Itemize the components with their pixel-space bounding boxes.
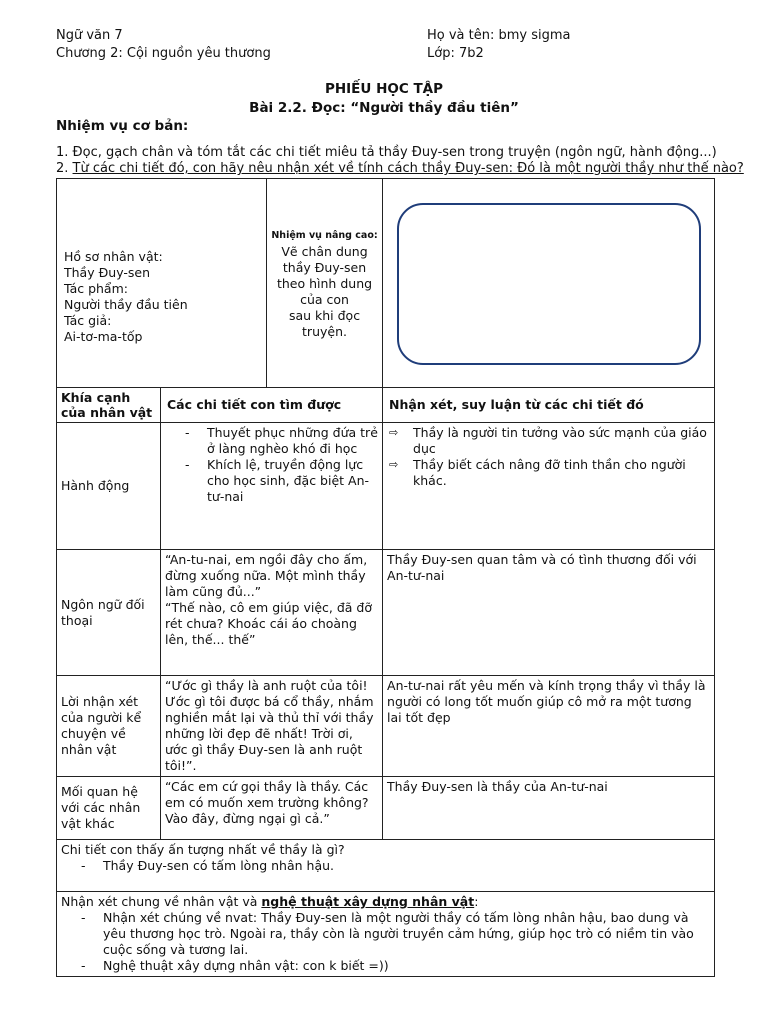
dialogue-comment: Thầy Đuy-sen quan tâm và có tình thương đối với An-tư-nai: [383, 550, 715, 676]
task-list: [56, 145, 744, 177]
impression-cell: [57, 840, 715, 892]
action-comment-2: ⇨ Thầy biết cách nâng đỡ tinh thần cho người khác.: [389, 457, 710, 489]
profile-heading: Hồ sơ nhân vật:: [64, 249, 163, 264]
portrait-frame[interactable]: [397, 203, 701, 365]
action-detail-2: - Khích lệ, truyền động lực cho học sinh, đặc biệt An-tư-nai: [185, 457, 378, 505]
worksheet-table: [56, 178, 715, 977]
dialogue-details: [161, 550, 383, 676]
general-answer-2: - Nghệ thuật xây dựng nhân vật: con k biết =)): [81, 958, 710, 974]
general-cell: [57, 892, 715, 977]
profile-work-label: Tác phẩm:: [64, 281, 128, 296]
action-comments: [383, 423, 715, 550]
task-2: [56, 161, 744, 177]
narrator-detail: “Ước gì thầy là anh ruột của tôi! Ước gì tôi được bá cổ thầy, nhắm nghiền mắt lại và thủ thỉ với thầy những lời đẹp đẽ nhất! Trời ơi, ước gì thầy Đuy-sen là anh ruột tôi!”.: [161, 676, 383, 777]
general-heading-underlined: nghệ thuật xây dựng nhân vật: [261, 894, 475, 909]
profile-author: Ai-tơ-ma-tốp: [64, 329, 143, 344]
advanced-line-4: của con: [300, 292, 349, 307]
general-row: [57, 892, 715, 977]
general-heading-prefix: Nhận xét chung về nhân vật và: [61, 894, 262, 909]
advanced-line-2: thầy Đuy-sen: [282, 260, 367, 275]
action-comment-1: ⇨ Thầy là người tin tưởng vào sức mạnh của giáo dục: [389, 425, 710, 457]
title-line-2: Bài 2.2. Đọc: “Người thầy đầu tiên”: [249, 100, 519, 116]
profile-character: Thầy Đuy-sen: [64, 265, 151, 280]
subject-label: Ngữ văn 7: [56, 28, 123, 43]
impression-answer: - Thầy Đuy-sen có tấm lòng nhân hậu.: [81, 858, 710, 874]
relation-comment: Thầy Đuy-sen là thầy của An-tư-nai: [383, 777, 715, 840]
column-header-row: [57, 388, 715, 423]
general-answer-1: - Nhận xét chúng về nvat: Thầy Đuy-sen là một người thầy có tấm lòng nhân hậu, bao dung và yêu thương học trò. Ngoài ra, thầy còn là người truyền cảm hứng, giúp học trò có niềm tin vào cuộc sống và tương lai.: [81, 910, 710, 958]
impression-question: Chi tiết con thấy ấn tượng nhất về thầy là gì?: [61, 842, 345, 857]
task-2-number: 2.: [56, 161, 73, 176]
table-row: [57, 777, 715, 840]
character-profile: [57, 179, 267, 388]
profile-row: [57, 179, 715, 388]
dialogue-detail-1: “An-tu-nai, em ngồi đây cho ấm, đừng xuống nữa. Một mình thầy làm cũng đủ...”: [165, 552, 368, 599]
general-heading: [61, 894, 710, 910]
col-aspect-header: Khía cạnh của nhân vật: [57, 388, 161, 423]
student-class: Lớp: 7b2: [427, 46, 484, 61]
table-row: [57, 676, 715, 777]
relation-detail: “Các em cứ gọi thầy là thầy. Các em có muốn xem trường không? Vào đây, đừng ngại gì cả.”: [161, 777, 383, 840]
action-detail-1: - Thuyết phục những đứa trẻ ở làng nghèo khó đi học: [185, 425, 378, 457]
portrait-cell: [383, 179, 715, 388]
basic-task-heading: Nhiệm vụ cơ bản:: [56, 118, 189, 134]
worksheet-title: [0, 80, 768, 118]
advanced-line-1: Vẽ chân dung: [281, 244, 368, 259]
task-2-text: Từ các chi tiết đó, con hãy nêu nhận xét về tính cách thầy Đuy-sen: Đó là một người thầy như thế nào?: [72, 161, 744, 176]
header-right: [427, 27, 571, 63]
row-label-dialogue: Ngôn ngữ đối thoại: [57, 550, 161, 676]
advanced-task: [267, 179, 383, 388]
general-heading-suffix: :: [474, 894, 479, 909]
chapter-label: Chương 2: Cội nguồn yêu thương: [56, 46, 271, 61]
col-details-header: Các chi tiết con tìm được: [161, 388, 383, 423]
col-comments-header: Nhận xét, suy luận từ các chi tiết đó: [383, 388, 715, 423]
advanced-line-3: theo hình dung: [276, 276, 373, 291]
narrator-comment: An-tư-nai rất yêu mến và kính trọng thầy vì thầy là người có long tốt muốn giúp cô mở ra một tương lai tốt đẹp: [383, 676, 715, 777]
profile-author-label: Tác giả:: [64, 313, 112, 328]
table-row: [57, 423, 715, 550]
row-label-action: Hành động: [57, 423, 161, 550]
action-details: [161, 423, 383, 550]
task-1: 1. Đọc, gạch chân và tóm tắt các chi tiết miêu tả thầy Đuy-sen trong truyện (ngôn ngữ, hành động...): [56, 145, 717, 160]
student-name: Họ và tên: bmy sigma: [427, 28, 571, 43]
advanced-line-5: sau khi đọc truyện.: [288, 308, 361, 339]
profile-work: Người thầy đầu tiên: [64, 297, 188, 312]
row-label-narrator: Lời nhận xét của người kể chuyện về nhân vật: [57, 676, 161, 777]
row-label-relation: Mối quan hệ với các nhân vật khác: [57, 777, 161, 840]
header-left: [56, 27, 271, 63]
title-line-1: PHIẾU HỌC TẬP: [324, 81, 444, 97]
dialogue-detail-2: “Thế nào, cô em giúp việc, đã đỡ rét chưa? Khoác cái áo choàng lên, thế... thế”: [165, 600, 372, 647]
impression-row: [57, 840, 715, 892]
table-row: [57, 550, 715, 676]
advanced-task-title: Nhiệm vụ nâng cao:: [271, 230, 378, 241]
